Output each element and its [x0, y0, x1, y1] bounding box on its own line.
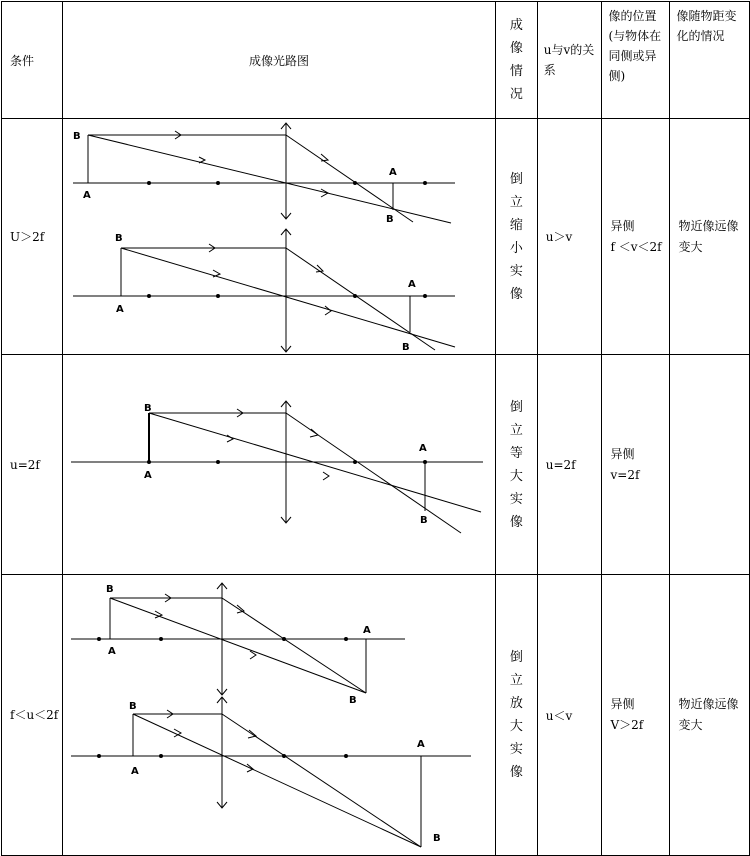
header-image-nature: 成像情况 [495, 2, 537, 119]
condition-cell: U＞2f [2, 119, 63, 355]
ray-diagram-3a [71, 583, 405, 706]
label-a-image: A [388, 167, 397, 178]
label-a-image: A [407, 279, 416, 290]
ray-diagram-u-between-f-2f [63, 575, 495, 855]
image-nature-cell: 倒立等大实像 [495, 355, 537, 575]
label-a: A [115, 304, 124, 315]
ray-diagram-u-greater-2f [63, 119, 495, 354]
uv-relation-cell: u＞v [537, 119, 602, 355]
lens-imaging-table [1, 1, 750, 856]
label-a-image: A [418, 443, 427, 454]
image-change-cell: 物近像远像变大 [670, 575, 750, 856]
header-image-position: 像的位置(与物体在同侧或异侧) [602, 2, 670, 119]
header-image-change: 像随物距变化的情况 [670, 2, 750, 119]
diagram-cell [62, 575, 495, 856]
ray-diagram-1a [73, 123, 455, 225]
header-condition: 条件 [2, 2, 63, 119]
diagram-cell [62, 355, 495, 575]
image-position-cell: 异侧 V＞2f [602, 575, 670, 856]
label-b-image: B [385, 214, 394, 225]
header-uv-relation: u与v的关系 [537, 2, 602, 119]
row-u-equals-2f [2, 355, 750, 575]
condition-cell: u=2f [2, 355, 63, 575]
ray-diagram-u-equals-2f [63, 355, 495, 574]
label-a: A [130, 766, 139, 777]
ray-diagram-1b [73, 229, 455, 353]
label-b: B [114, 233, 123, 244]
header-row [2, 2, 750, 119]
diagram-cell [62, 119, 495, 355]
label-a: A [82, 190, 91, 201]
row-u-between-f-2f [2, 575, 750, 856]
label-b-image: B [432, 833, 441, 844]
label-a: A [143, 470, 152, 481]
uv-relation-cell: u=2f [537, 355, 602, 575]
image-nature-cell: 倒立放大实像 [495, 575, 537, 856]
label-a: A [107, 646, 116, 657]
image-position-cell: 异侧 f ＜v＜2f [602, 119, 670, 355]
image-position-cell: 异侧 v=2f [602, 355, 670, 575]
image-change-cell [670, 355, 750, 575]
image-nature-cell: 倒立缩小实像 [495, 119, 537, 355]
header-diagram: 成像光路图 [62, 2, 495, 119]
label-b: B [105, 584, 114, 595]
label-a-image: A [416, 739, 425, 750]
label-a-image: A [362, 625, 371, 636]
condition-cell: f＜u＜2f [2, 575, 63, 856]
ray-diagram-3b [71, 697, 471, 847]
label-b-image: B [348, 695, 357, 706]
row-u-greater-2f [2, 119, 750, 355]
label-b: B [143, 403, 152, 414]
uv-relation-cell: u＜v [537, 575, 602, 856]
label-b: B [72, 131, 81, 142]
image-change-cell: 物近像远像变大 [670, 119, 750, 355]
label-b-image: B [401, 342, 410, 353]
label-b: B [128, 701, 137, 712]
label-b-image: B [419, 515, 428, 526]
